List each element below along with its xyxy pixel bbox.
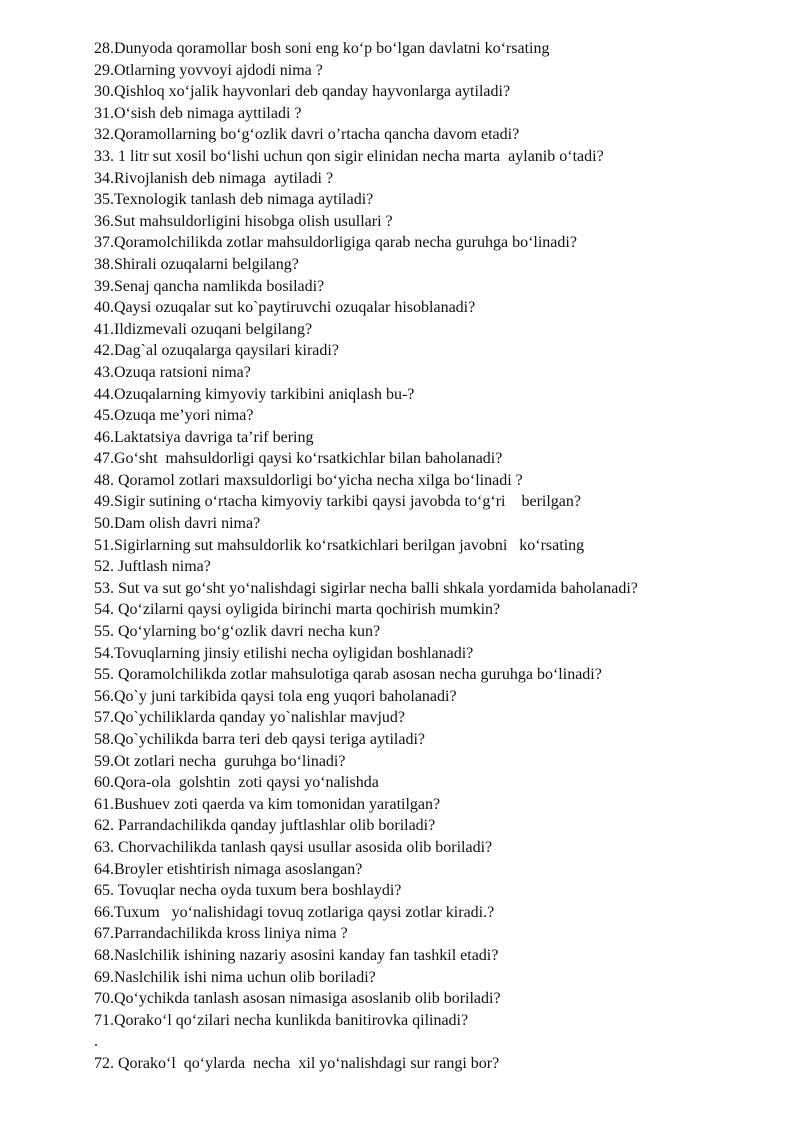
question-line: 65. Tovuqlar necha oyda tuxum bera boshlaydi? (94, 882, 402, 900)
question-line: 64.Broyler etishtirish nimaga asoslangan? (94, 860, 363, 878)
question-line: 30.Qishloq xo‘jalik hayvonlari deb qanday hayvonlarga aytiladi? (94, 83, 511, 101)
question-line: 54.Tovuqlarning jinsiy etilishi necha oyligidan boshlanadi? (94, 644, 474, 662)
question-line: 45.Ozuqa me’yori nima? (94, 407, 254, 425)
question-line: 33. 1 litr sut xosil bo‘lishi uchun qon sigir elinidan necha marta aylanib o‘tadi? (94, 147, 604, 165)
question-line: 60.Qora-ola golshtin zoti qaysi yo‘nalishda (94, 774, 379, 792)
question-line: 50.Dam olish davri nima? (94, 515, 261, 533)
question-line: 39.Senaj qancha namlikda bosiladi? (94, 277, 325, 295)
question-line: 70.Qo‘ychikda tanlash asosan nimasiga asoslanib olib boriladi? (94, 990, 501, 1008)
question-line: 42.Dag`al ozuqalarga qaysilari kiradi? (94, 342, 339, 360)
question-line: 52. Juftlash nima? (94, 558, 211, 576)
question-line: 68.Naslchilik ishining nazariy asosini kanday fan tashkil etadi? (94, 946, 499, 964)
question-line: 71.Qorako‘l qo‘zilari necha kunlikda banitirovka qilinadi? (94, 1011, 469, 1029)
question-line: 61.Bushuev zoti qaerda va kim tomonidan yaratilgan? (94, 795, 441, 813)
question-line: 35.Texnologik tanlash deb nimaga aytiladi? (94, 191, 374, 209)
question-line: 66.Tuxum yo‘nalishidagi tovuq zotlariga qaysi zotlar kiradi.? (94, 903, 495, 921)
question-line: 36.Sut mahsuldorligini hisobga olish usullari ? (94, 212, 393, 230)
question-line: 53. Sut va sut go‘sht yo‘nalishdagi sigirlar necha balli shkala yordamida baholanadi? (94, 579, 638, 597)
question-line: 40.Qaysi ozuqalar sut ko`paytiruvchi ozuqalar hisoblanadi? (94, 299, 476, 317)
question-line: 63. Chorvachilikda tanlash qaysi usullar asosida olib boriladi? (94, 838, 493, 856)
question-line: 57.Qo`ychiliklarda qanday yo`nalishlar mavjud? (94, 709, 406, 727)
question-line: 38.Shirali ozuqalarni belgilang? (94, 255, 299, 273)
question-line: 54. Qo‘zilarni qaysi oyligida birinchi marta qochirish mumkin? (94, 601, 501, 619)
question-line: 34.Rivojlanish deb nimaga aytiladi ? (94, 169, 334, 187)
question-line: 37.Qoramolchilikda zotlar mahsuldorligiga qarab necha guruhga bo‘linadi? (94, 234, 577, 252)
question-line: 58.Qo`ychilikda barra teri deb qaysi teriga aytiladi? (94, 731, 425, 748)
question-line: 46.Laktatsiya davriga ta’rif bering (94, 428, 314, 446)
question-line: 43.Ozuqa ratsioni nima? (94, 363, 251, 381)
question-line: 69.Naslchilik ishi nima uchun olib boriladi? (94, 968, 376, 986)
question-line: 28.Dunyoda qoramollar bosh soni eng ko‘p bo‘lgan davlatni ko‘rsating (94, 40, 550, 57)
question-line: 51.Sigirlarning sut mahsuldorlik ko‘rsatkichlari berilgan javobni ko‘rsating (94, 536, 585, 554)
question-line: 72. Qorako‘l qo‘ylarda necha xil yo‘nalishdagi sur rangi bor? (94, 1054, 500, 1072)
question-list (94, 38, 784, 1075)
question-line: 56.Qo`y juni tarkibida qaysi tola eng yuqori baholanadi? (94, 687, 457, 705)
question-line: 59.Ot zotlari necha guruhga bo‘linadi? (94, 752, 346, 770)
question-line: 55. Qo‘ylarning bo‘g‘ozlik davri necha kun? (94, 623, 381, 641)
question-line: 49.Sigir sutining o‘rtacha kimyoviy tarkibi qaysi javobda to‘g‘ri berilgan? (94, 493, 582, 511)
question-line: 47.Go‘sht mahsuldorligi qaysi ko‘rsatkichlar bilan baholanadi? (94, 450, 503, 468)
question-line: . (94, 1033, 98, 1051)
question-line: 32.Qoramollarning bo‘g‘ozlik davri o’rtacha qancha davom etadi? (94, 126, 520, 144)
question-line: 67.Parrandachilikda kross liniya nima ? (94, 925, 348, 943)
question-line: 29.Otlarning yovvoyi ajdodi nima ? (94, 61, 323, 79)
question-line: 48. Qoramol zotlari maxsuldorligi bo‘yicha necha xilga bo‘linadi ? (94, 471, 523, 489)
question-line: 31.O‘sish deb nimaga ayttiladi ? (94, 104, 302, 122)
question-line: 44.Ozuqalarning kimyoviy tarkibini aniqlash bu-? (94, 385, 415, 403)
question-line: 41.Ildizmevali ozuqani belgilang? (94, 320, 313, 338)
question-line: 55. Qoramolchilikda zotlar mahsulotiga qarab asosan necha guruhga bo‘linadi? (94, 666, 602, 684)
question-line: 62. Parrandachilikda qanday juftlashlar olib boriladi? (94, 817, 436, 835)
